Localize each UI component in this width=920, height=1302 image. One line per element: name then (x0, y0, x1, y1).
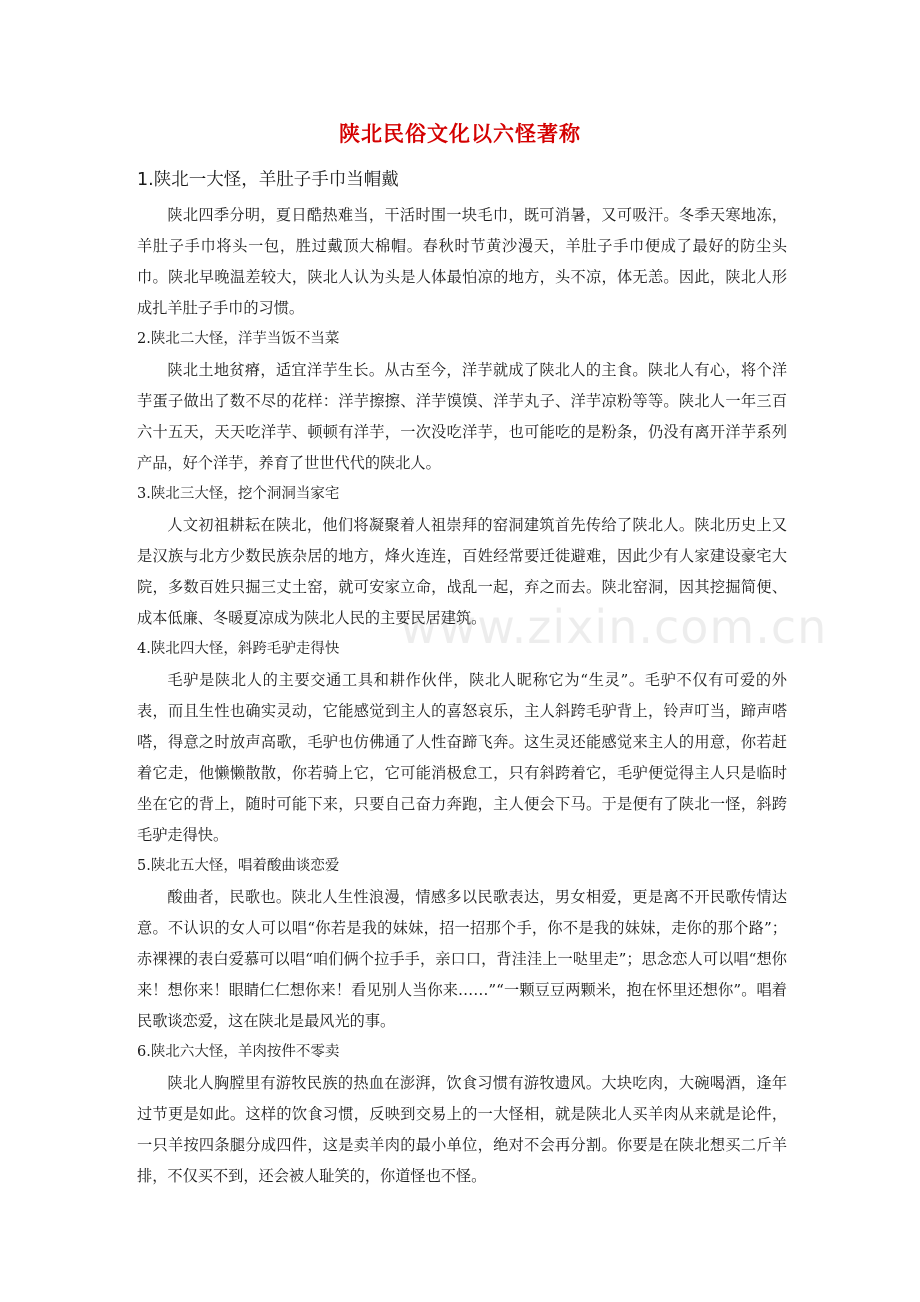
section-6 (137, 1037, 787, 1192)
section-heading: 1.陕北一大怪，羊肚子手巾当帽戴 (137, 170, 399, 190)
section-paragraph: 陕北土地贫瘠，适宜洋芋生长。从古至今，洋芋就成了陕北人的主食。陕北人有心，将个洋芋蛋子做出了数不尽的花样：洋芋擦擦、洋芋馍馍、洋芋丸子、洋芋凉粉等等。陕北人一年三百六十五天，天天吃洋芋、顿顿有洋芋，一次没吃洋芋，也可能吃的是粉条，仍没有离开洋芋系列产品，好个洋芋，养育了世世代代的陕北人。 (137, 361, 787, 472)
section-heading: 2.陕北二大怪，洋芋当饭不当菜 (137, 331, 340, 347)
watermark: www.zixin.com.cn (400, 600, 828, 654)
section-1 (137, 166, 787, 324)
section-paragraph: 陕北四季分明，夏日酷热难当，干活时围一块毛巾，既可消暑，又可吸汗。冬季天寒地冻，羊肚子手巾将头一包，胜过戴顶大棉帽。春秋时节黄沙漫天，羊肚子手巾便成了最好的防尘头巾。陕北早晚温差较大，陕北人认为头是人体最怕凉的地方，头不凉，体无恙。因此，陕北人形成扎羊肚子手巾的习惯。 (137, 206, 787, 317)
section-paragraph: 人文初祖耕耘在陕北，他们将凝聚着人祖崇拜的窑洞建筑首先传给了陕北人。陕北历史上又是汉族与北方少数民族杂居的地方，烽火连连，百姓经常要迁徙避难，因此少有人家建设豪宅大院，多数百姓只掘三丈土窑，就可安家立命，战乱一起，弃之而去。陕北窑洞，因其挖掘简便、成本低廉、冬暖夏凉成为陕北人民的主要民居建筑。 (137, 516, 787, 627)
section-paragraph: 酸曲者，民歌也。陕北人生性浪漫，情感多以民歌表达，男女相爱，更是离不开民歌传情达意。不认识的女人可以唱“你若是我的妹妹，招一招那个手，你不是我的妹妹，走你的那个路”；赤裸裸的表白爱慕可以唱“咱们俩个拉手手，亲口口，背洼洼上一哒里走”；思念恋人可以唱“想你来！想你来！眼睛仁仁想你来！看见别人当你来……”“一颗豆豆两颗米，抱在怀里还想你”。唱着民歌谈恋爱，这在陕北是最风光的事。 (137, 888, 787, 1030)
section-paragraph: 毛驴是陕北人的主要交通工具和耕作伙伴，陕北人昵称它为“生灵”。毛驴不仅有可爱的外表，而且生性也确实灵动，它能感觉到主人的喜怒哀乐，主人斜跨毛驴背上，铃声叮当，蹄声嗒嗒，得意之时放声高歌，毛驴也仿佛通了人性奋蹄飞奔。这生灵还能感觉来主人的用意，你若赶着它走，他懒懒散散，你若骑上它，它可能消极怠工，只有斜跨着它，毛驴便觉得主人只是临时坐在它的背上，随时可能下来，只要自己奋力奔跑，主人便会下马。于是便有了陕北一怪，斜跨毛驴走得快。 (137, 671, 787, 844)
section-2 (137, 324, 787, 479)
document-title: 陕北民俗文化以六怪著称 (339, 122, 581, 146)
section-heading: 6.陕北六大怪，羊肉按件不零卖 (137, 1044, 340, 1060)
section-heading: 3.陕北三大怪，挖个洞洞当家宅 (137, 486, 340, 502)
section-3 (137, 479, 787, 634)
document-body (137, 166, 787, 1192)
section-5 (137, 851, 787, 1037)
section-heading: 4.陕北四大怪，斜跨毛驴走得快 (137, 641, 340, 657)
section-heading: 5.陕北五大怪，唱着酸曲谈恋爱 (137, 858, 340, 874)
section-4 (137, 634, 787, 851)
section-paragraph: 陕北人胸膛里有游牧民族的热血在澎湃，饮食习惯有游牧遗风。大块吃肉，大碗喝酒，逢年过节更是如此。这样的饮食习惯，反映到交易上的一大怪相，就是陕北人买羊肉从来就是论件，一只羊按四条腿分成四件，这是卖羊肉的最小单位，绝对不会再分割。你要是在陕北想买二斤羊排，不仅买不到，还会被人耻笑的，你道怪也不怪。 (137, 1074, 787, 1185)
